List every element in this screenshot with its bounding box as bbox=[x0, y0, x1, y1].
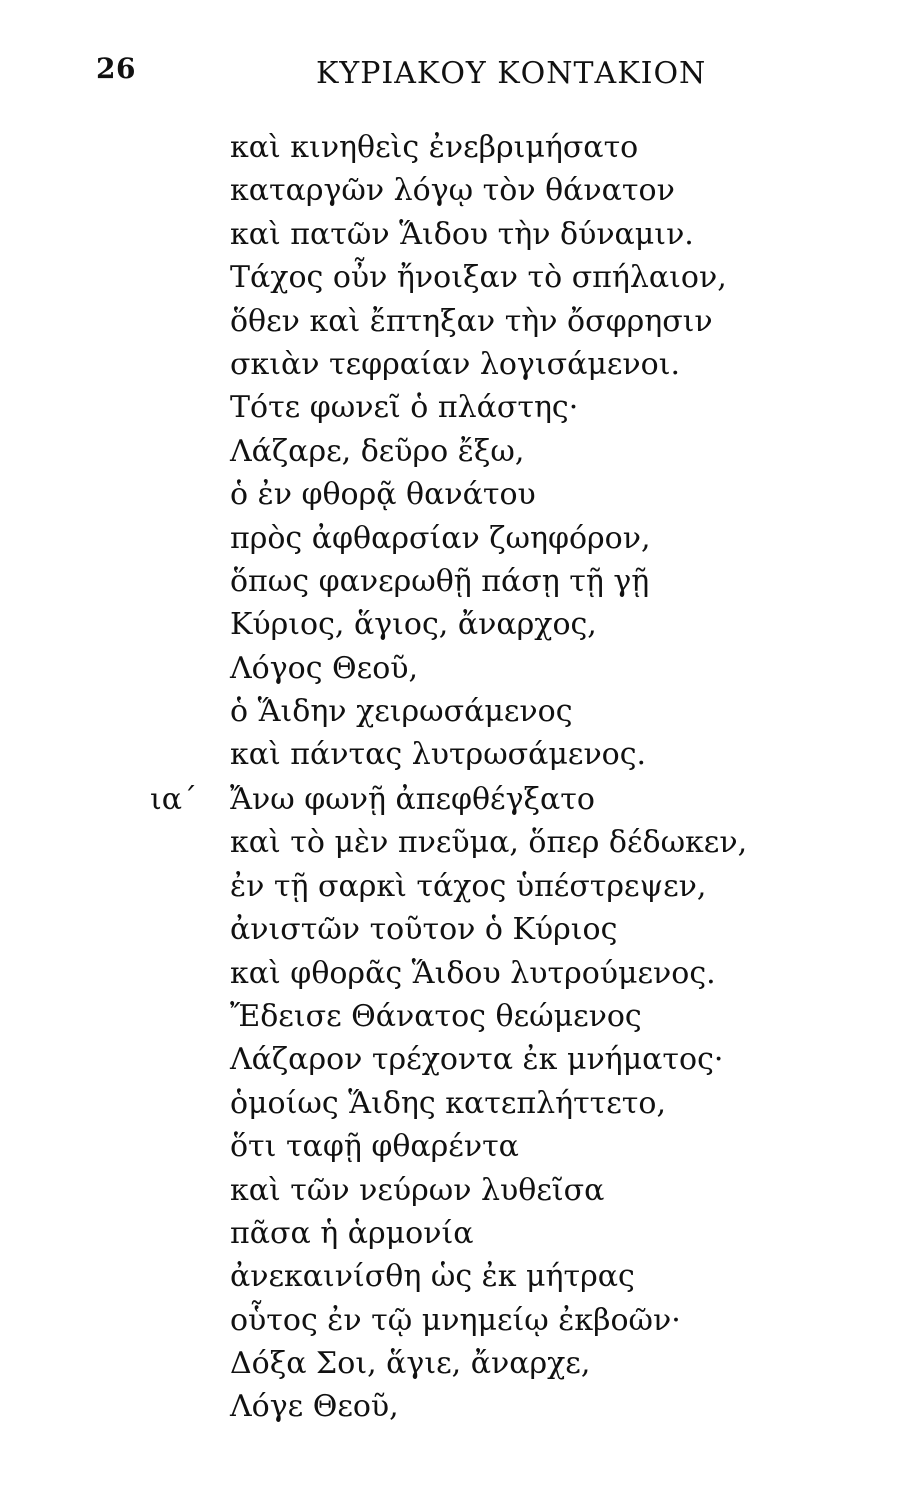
verse-line: ἐν τῇ σαρκὶ τάχος ὑπέστρεψεν, bbox=[230, 868, 707, 904]
verse-line: ὅτι ταφῇ φθαρέντα bbox=[230, 1129, 519, 1165]
verse-line: καὶ κινηθεὶς ἐνεβριμήσατο bbox=[230, 130, 639, 165]
verse-line: καὶ τὸ μὲν πνεῦμα, ὅπερ δέδωκεν, bbox=[230, 825, 748, 861]
verse-line: καὶ πάντας λυτρωσάμενος. bbox=[230, 737, 647, 773]
verse-line: Λάζαρον τρέχοντα ἐκ μνήματος· bbox=[230, 1042, 724, 1078]
verse-line: Λόγε Θεοῦ, bbox=[230, 1389, 399, 1425]
verse-line: καταργῶν λόγῳ τὸν θάνατον bbox=[230, 173, 675, 209]
verse-line: ὁμοίως Ἅιδης κατεπλήττετο, bbox=[230, 1085, 666, 1121]
verse-line: Τάχος οὖν ἤνοιξαν τὸ σπήλαιον, bbox=[230, 260, 727, 296]
page-number: 26 bbox=[96, 52, 136, 85]
verse-line: ὅθεν καὶ ἔπτηξαν τὴν ὄσφρησιν bbox=[230, 303, 713, 339]
verse-line: Δόξα Σοι, ἅγιε, ἄναρχε, bbox=[230, 1346, 591, 1382]
verse-line: ὅπως φανερωθῇ πάσῃ τῇ γῇ bbox=[230, 563, 650, 599]
verse-line: ὁ Ἅιδην χειρωσάμενος bbox=[230, 694, 573, 730]
verse-line: Κύριος, ἅγιος, ἄναρχος, bbox=[230, 607, 597, 643]
running-title: ΚΥΡΙΑΚΟΥ ΚΟΝΤΑΚΙΟΝ bbox=[316, 56, 707, 91]
stanza-1 bbox=[230, 126, 870, 777]
stanza-2 bbox=[230, 778, 870, 1429]
verse-line: Τότε φωνεῖ ὁ πλάστης· bbox=[230, 390, 579, 426]
verse-line: Λόγος Θεοῦ, bbox=[230, 650, 419, 686]
verse-line: ὁ ἐν φθορᾷ θανάτου bbox=[230, 477, 536, 513]
verse-line: Ἔδεισε Θάνατος θεώμενος bbox=[230, 998, 642, 1034]
verse-line: Ἄνω φωνῇ ἀπεφθέγξατο bbox=[230, 782, 595, 817]
verse-line: καὶ φθορᾶς Ἅιδου λυτρούμενος. bbox=[230, 955, 716, 991]
verse-line: καὶ πατῶν Ἅιδου τὴν δύναμιν. bbox=[230, 216, 694, 252]
verse-line: σκιὰν τεφραίαν λογισάμενοι. bbox=[230, 346, 680, 382]
verse-line: πᾶσα ἡ ἁρμονία bbox=[230, 1215, 474, 1251]
verse-line: οὗτος ἐν τῷ μνημείῳ ἐκβοῶν· bbox=[230, 1302, 681, 1338]
verse-line: ἀνεκαινίσθη ὡς ἐκ μήτρας bbox=[230, 1259, 635, 1295]
verse-line: ἀνιστῶν τοῦτον ὁ Κύριος bbox=[230, 912, 618, 948]
verse-line: Λάζαρε, δεῦρο ἔξω, bbox=[230, 433, 525, 469]
verse-line: καὶ τῶν νεύρων λυθεῖσα bbox=[230, 1172, 605, 1208]
stanza-marker: ια΄ bbox=[150, 782, 198, 817]
verse-line: πρὸς ἀφθαρσίαν ζωηφόρον, bbox=[230, 520, 651, 556]
